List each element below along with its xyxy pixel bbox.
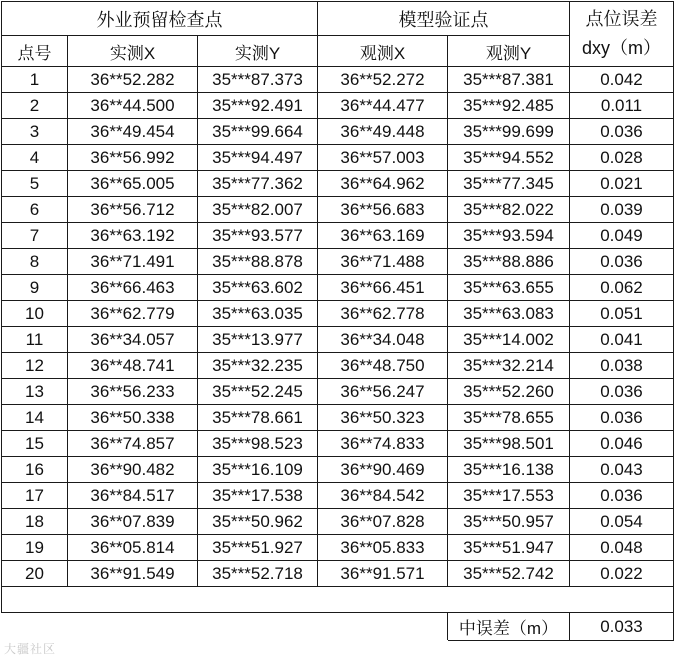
cell-observed-x: 36**34.048 — [318, 327, 448, 353]
header-point-no: 点号 — [2, 36, 68, 67]
watermark-logo: 大疆社区 — [4, 642, 57, 656]
cell-measured-y: 35***32.235 — [198, 353, 318, 379]
cell-observed-x: 36**52.272 — [318, 67, 448, 93]
cell-point-no: 17 — [2, 483, 68, 509]
rmse-value: 0.033 — [570, 613, 674, 641]
cell-point-no: 1 — [2, 67, 68, 93]
cell-observed-y: 35***32.214 — [448, 353, 570, 379]
cell-point-error: 0.036 — [570, 119, 674, 145]
cell-measured-x: 36**34.057 — [68, 327, 198, 353]
cell-point-no: 6 — [2, 197, 68, 223]
cell-measured-x: 36**71.491 — [68, 249, 198, 275]
cell-observed-x: 36**48.750 — [318, 353, 448, 379]
table-row — [2, 457, 674, 483]
table-row — [2, 405, 674, 431]
cell-point-error: 0.048 — [570, 535, 674, 561]
cell-measured-x: 36**05.814 — [68, 535, 198, 561]
cell-observed-y: 35***93.594 — [448, 223, 570, 249]
table-row — [2, 535, 674, 561]
cell-point-error: 0.042 — [570, 67, 674, 93]
cell-point-no: 13 — [2, 379, 68, 405]
cell-measured-y: 35***82.007 — [198, 197, 318, 223]
cell-observed-x: 36**44.477 — [318, 93, 448, 119]
table-row — [2, 483, 674, 509]
cell-measured-y: 35***77.362 — [198, 171, 318, 197]
cell-point-no: 12 — [2, 353, 68, 379]
cell-observed-x: 36**07.828 — [318, 509, 448, 535]
table-row — [2, 197, 674, 223]
cell-observed-y: 35***52.742 — [448, 561, 570, 587]
cell-observed-y: 35***16.138 — [448, 457, 570, 483]
cell-observed-y: 35***78.655 — [448, 405, 570, 431]
header-point-error — [570, 2, 674, 67]
cell-observed-y: 35***50.957 — [448, 509, 570, 535]
cell-measured-x: 36**56.712 — [68, 197, 198, 223]
group-header-model-points: 模型验证点 — [318, 2, 570, 36]
cell-measured-y: 35***87.373 — [198, 67, 318, 93]
cell-measured-y: 35***78.661 — [198, 405, 318, 431]
cell-observed-y: 35***63.655 — [448, 275, 570, 301]
cell-point-error: 0.036 — [570, 483, 674, 509]
table-row — [2, 327, 674, 353]
cell-observed-x: 36**50.323 — [318, 405, 448, 431]
cell-measured-x: 36**52.282 — [68, 67, 198, 93]
cell-observed-y: 35***92.485 — [448, 93, 570, 119]
cell-observed-y: 35***87.381 — [448, 67, 570, 93]
table-body — [2, 67, 674, 587]
cell-measured-x: 36**44.500 — [68, 93, 198, 119]
cell-point-error: 0.036 — [570, 405, 674, 431]
cell-point-error: 0.043 — [570, 457, 674, 483]
header-measured-y: 实测Y — [198, 36, 318, 67]
cell-observed-y: 35***94.552 — [448, 145, 570, 171]
table-row — [2, 145, 674, 171]
cell-observed-x: 36**57.003 — [318, 145, 448, 171]
cell-point-no: 15 — [2, 431, 68, 457]
rmse-label: 中误差（m） — [448, 613, 570, 641]
cell-point-error: 0.054 — [570, 509, 674, 535]
table-row — [2, 93, 674, 119]
cell-point-no: 8 — [2, 249, 68, 275]
cell-observed-y: 35***98.501 — [448, 431, 570, 457]
cell-point-error: 0.021 — [570, 171, 674, 197]
cell-measured-x: 36**56.992 — [68, 145, 198, 171]
cell-measured-y: 35***52.245 — [198, 379, 318, 405]
cell-measured-x: 36**07.839 — [68, 509, 198, 535]
cell-point-error: 0.036 — [570, 249, 674, 275]
table-row — [2, 119, 674, 145]
cell-measured-y: 35***88.878 — [198, 249, 318, 275]
cell-observed-y: 35***63.083 — [448, 301, 570, 327]
cell-point-no: 5 — [2, 171, 68, 197]
cell-point-error: 0.046 — [570, 431, 674, 457]
cell-observed-x: 36**62.778 — [318, 301, 448, 327]
cell-measured-y: 35***63.602 — [198, 275, 318, 301]
cell-observed-x: 36**05.833 — [318, 535, 448, 561]
cell-measured-x: 36**74.857 — [68, 431, 198, 457]
table-row — [2, 275, 674, 301]
cell-observed-x: 36**63.169 — [318, 223, 448, 249]
cell-point-error: 0.039 — [570, 197, 674, 223]
cell-point-error: 0.011 — [570, 93, 674, 119]
cell-measured-y: 35***13.977 — [198, 327, 318, 353]
table-row — [2, 561, 674, 587]
cell-point-no: 19 — [2, 535, 68, 561]
cell-observed-y: 35***14.002 — [448, 327, 570, 353]
cell-point-error: 0.028 — [570, 145, 674, 171]
cell-observed-x: 36**66.451 — [318, 275, 448, 301]
cell-measured-y: 35***50.962 — [198, 509, 318, 535]
cell-measured-y: 35***16.109 — [198, 457, 318, 483]
cell-measured-x: 36**91.549 — [68, 561, 198, 587]
cell-measured-x: 36**63.192 — [68, 223, 198, 249]
cell-point-error: 0.041 — [570, 327, 674, 353]
cell-point-no: 16 — [2, 457, 68, 483]
blank-cell — [2, 587, 674, 613]
cell-measured-x: 36**65.005 — [68, 171, 198, 197]
group-header-check-points: 外业预留检查点 — [2, 2, 318, 36]
table-row — [2, 67, 674, 93]
table-row — [2, 223, 674, 249]
cell-measured-x: 36**90.482 — [68, 457, 198, 483]
cell-measured-y: 35***63.035 — [198, 301, 318, 327]
cell-measured-x: 36**62.779 — [68, 301, 198, 327]
header-point-error-line2: dxy（m） — [581, 38, 661, 58]
cell-point-no: 10 — [2, 301, 68, 327]
cell-observed-x: 36**64.962 — [318, 171, 448, 197]
summary-row — [2, 613, 674, 641]
cell-measured-y: 35***52.718 — [198, 561, 318, 587]
table-row — [2, 353, 674, 379]
cell-point-no: 20 — [2, 561, 68, 587]
cell-point-no: 2 — [2, 93, 68, 119]
cell-observed-x: 36**49.448 — [318, 119, 448, 145]
cell-observed-x: 36**71.488 — [318, 249, 448, 275]
cell-measured-x: 36**84.517 — [68, 483, 198, 509]
blank-row — [2, 587, 674, 613]
cell-point-error: 0.049 — [570, 223, 674, 249]
cell-observed-x: 36**91.571 — [318, 561, 448, 587]
cell-measured-y: 35***93.577 — [198, 223, 318, 249]
header-observed-x: 观测X — [318, 36, 448, 67]
cell-point-no: 9 — [2, 275, 68, 301]
cell-point-no: 7 — [2, 223, 68, 249]
header-measured-x: 实测X — [68, 36, 198, 67]
cell-measured-x: 36**49.454 — [68, 119, 198, 145]
cell-point-error: 0.022 — [570, 561, 674, 587]
table-row — [2, 379, 674, 405]
table-row — [2, 431, 674, 457]
cell-point-no: 18 — [2, 509, 68, 535]
cell-observed-x: 36**84.542 — [318, 483, 448, 509]
cell-measured-y: 35***17.538 — [198, 483, 318, 509]
cell-measured-y: 35***98.523 — [198, 431, 318, 457]
cell-point-no: 14 — [2, 405, 68, 431]
cell-measured-y: 35***92.491 — [198, 93, 318, 119]
cell-measured-x: 36**66.463 — [68, 275, 198, 301]
cell-measured-y: 35***94.497 — [198, 145, 318, 171]
cell-observed-x: 36**56.683 — [318, 197, 448, 223]
table-row — [2, 509, 674, 535]
cell-observed-y: 35***17.553 — [448, 483, 570, 509]
cell-point-error: 0.062 — [570, 275, 674, 301]
table-row — [2, 171, 674, 197]
cell-observed-y: 35***51.947 — [448, 535, 570, 561]
cell-observed-x: 36**56.247 — [318, 379, 448, 405]
cell-observed-y: 35***82.022 — [448, 197, 570, 223]
cell-measured-x: 36**56.233 — [68, 379, 198, 405]
table-row — [2, 249, 674, 275]
accuracy-table — [1, 1, 674, 641]
cell-point-no: 4 — [2, 145, 68, 171]
cell-point-no: 3 — [2, 119, 68, 145]
cell-observed-y: 35***88.886 — [448, 249, 570, 275]
cell-observed-y: 35***52.260 — [448, 379, 570, 405]
cell-observed-x: 36**74.833 — [318, 431, 448, 457]
cell-point-error: 0.036 — [570, 379, 674, 405]
cell-observed-y: 35***99.699 — [448, 119, 570, 145]
cell-measured-y: 35***51.927 — [198, 535, 318, 561]
cell-point-error: 0.051 — [570, 301, 674, 327]
cell-point-no: 11 — [2, 327, 68, 353]
cell-observed-y: 35***77.345 — [448, 171, 570, 197]
summary-empty-cell — [2, 613, 448, 641]
cell-point-error: 0.038 — [570, 353, 674, 379]
header-observed-y: 观测Y — [448, 36, 570, 67]
header-point-error-line1: 点位误差 — [585, 9, 658, 30]
cell-measured-x: 36**50.338 — [68, 405, 198, 431]
table-row — [2, 301, 674, 327]
cell-observed-x: 36**90.469 — [318, 457, 448, 483]
table-container — [1, 1, 674, 641]
cell-measured-y: 35***99.664 — [198, 119, 318, 145]
cell-measured-x: 36**48.741 — [68, 353, 198, 379]
